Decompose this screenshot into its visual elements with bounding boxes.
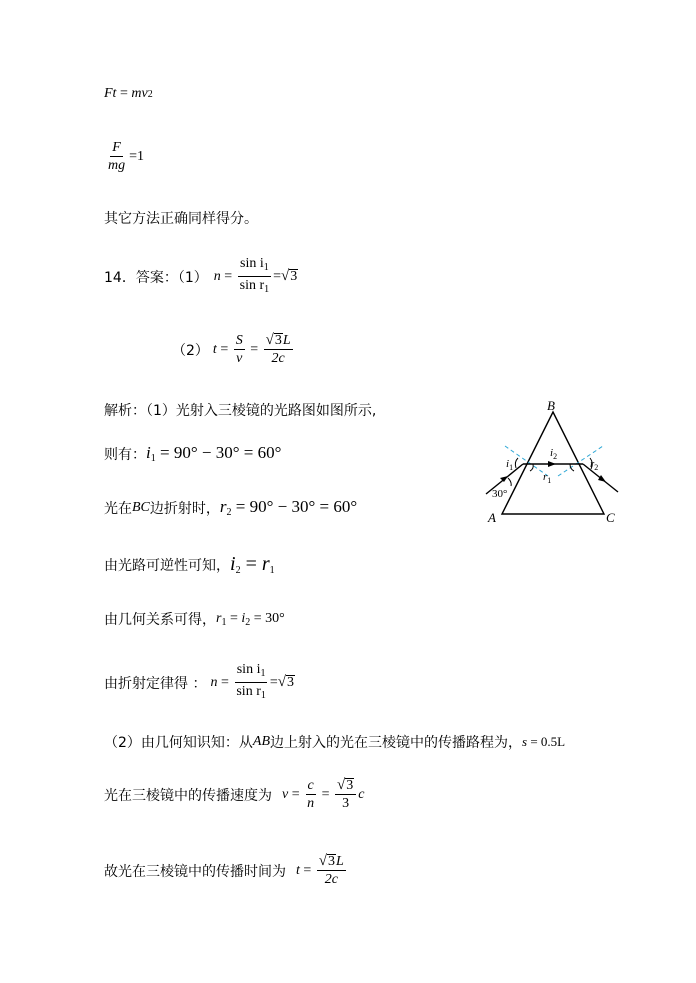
line6-den-sub: 1 — [260, 690, 266, 701]
line3-var-sub: 2 — [226, 507, 232, 518]
line8-eq2: = — [318, 786, 334, 802]
line8-frac1 — [305, 778, 316, 811]
line5-b: i — [241, 610, 246, 626]
analysis-line-3-mid: 边折射时， — [149, 500, 220, 517]
q14-ans1-lhs: n — [213, 268, 221, 284]
analysis-line-7-formula — [522, 734, 565, 750]
line8-frac2: √ 3 3 — [335, 778, 356, 811]
line6-num-sub: 1 — [260, 668, 266, 679]
analysis-line-3-formula — [220, 497, 357, 518]
internal-arrow — [548, 461, 556, 467]
analysis-line-5-formula — [216, 611, 285, 628]
label-r1: $r_1$ — [543, 471, 552, 485]
analysis-line-2-prefix: 则有： — [104, 446, 146, 463]
line8-f2-den: 3 — [342, 796, 350, 811]
analysis-line-9-prefix: 故光在三棱镜中的传播时间为 — [104, 863, 286, 880]
arc-30 — [508, 478, 511, 486]
eq-f-mg-rhs: =1 — [129, 148, 145, 164]
q14-ans2-f2-num-tail: L — [282, 333, 291, 348]
analysis-line-7-prefix: （2）由几何知识知：从 — [104, 735, 253, 751]
line2-var: i — [146, 443, 151, 462]
analysis-line-7-mid: 边上射入的光在三棱镜中的传播路程为， — [270, 735, 523, 751]
analysis-line-2-formula — [146, 443, 281, 464]
line2-var-sub: 1 — [150, 453, 156, 464]
line7-rhs: = 0.5L — [527, 734, 566, 749]
line3-expr: = 90° − 30° = 60° — [231, 497, 358, 516]
analysis-line-4 — [104, 553, 275, 576]
line6-eq: = — [217, 674, 233, 690]
line8-f1-den: n — [307, 796, 315, 811]
analysis-line-4-formula — [230, 553, 275, 576]
arc-i2 — [570, 464, 574, 471]
label-30deg: 30° — [492, 488, 508, 500]
analysis-line-6-prefix: 由折射定律得 ： — [104, 675, 207, 692]
line3-var: r — [219, 497, 227, 516]
analysis-line-5 — [104, 609, 285, 629]
analysis-line-3 — [104, 497, 357, 518]
line9-den: 2c — [324, 872, 338, 887]
q14-ans2-frac2: √ 3 L 2c — [265, 332, 291, 366]
line4-a-sub: 2 — [235, 565, 241, 576]
q14-answer-1 — [104, 256, 298, 297]
analysis-line-8-prefix: 光在三棱镜中的传播速度为 — [104, 787, 272, 804]
label-C: C — [606, 510, 615, 525]
label-r2: $r_2$ — [590, 458, 599, 472]
line4-eq: = — [240, 553, 262, 575]
line5-eq: = — [226, 610, 242, 626]
q14-part2-label: （2） — [172, 342, 209, 359]
q14-ans1-rhs-eq: = — [273, 268, 282, 284]
eq-f-mg-fraction — [106, 140, 127, 173]
q14-ans1-fraction — [238, 256, 272, 297]
q14-ans2-f1-den: v — [236, 351, 243, 366]
line4-b: r — [261, 553, 270, 575]
q14-ans1-eq: = — [220, 268, 236, 284]
line5-a-sub: 1 — [221, 616, 227, 628]
analysis-line-2 — [104, 443, 281, 464]
q14-ans2-f2-sqrt-arg: 3 — [274, 333, 282, 348]
line9-sqrt-arg: 3 — [328, 854, 336, 869]
q14-ans2-frac1 — [234, 333, 245, 366]
line6-num: sin i — [236, 662, 261, 677]
q14-answer-2 — [172, 333, 295, 366]
line6-den: sin r — [236, 684, 261, 699]
emergent-arrow — [598, 475, 606, 482]
q14-ans2-f1-num: S — [235, 333, 243, 348]
analysis-line-7 — [104, 732, 565, 752]
q14-ans1-num: sin i — [240, 256, 264, 271]
line2-expr: = 90° − 30° = 60° — [155, 443, 282, 462]
q14-ans1-sqrt-arg: 3 — [290, 269, 298, 284]
line6-sqrt-arg: 3 — [287, 675, 294, 690]
line6-lhs: n — [210, 674, 218, 690]
analysis-line-9 — [104, 854, 348, 887]
line4-a: i — [230, 553, 236, 575]
line5-a: r — [216, 610, 222, 626]
q14-ans1-den-sub: 1 — [264, 284, 270, 295]
arc-i1 — [515, 458, 518, 468]
eq-f-over-mg — [104, 140, 144, 173]
eq-ft-rhs: mv — [131, 86, 148, 101]
line9-num-tail: L — [336, 854, 344, 869]
line9-eq: = — [299, 862, 315, 878]
eq-f-mg-den: mg — [108, 158, 126, 173]
analysis-line-4-prefix: 由光路可逆性可知， — [104, 557, 230, 574]
label-B: B — [547, 398, 555, 413]
q14-ans1-num-sub: 1 — [263, 262, 269, 273]
line6-rhs-eq: = — [269, 674, 278, 690]
line8-f1-num: c — [307, 778, 314, 793]
analysis-line-8 — [104, 778, 364, 811]
line9-frac: √ 3 L 2c — [318, 853, 344, 887]
line6-sqrt: √ 3 — [277, 674, 294, 690]
line5-b-sub: 2 — [245, 616, 251, 628]
line9-lhs: t — [296, 862, 300, 878]
line4-b-sub: 1 — [269, 565, 275, 576]
eq-f-mg-num: F — [112, 140, 121, 155]
analysis-line-7-edge: AB — [252, 734, 271, 749]
eq-ft-eq: = — [116, 86, 132, 101]
analysis-line-3-edge: BC — [132, 499, 150, 515]
line8-f2-sqrt-arg: 3 — [346, 778, 354, 793]
analysis-line-1: 解析：（1）光射入三棱镜的光路图如图所示, — [104, 403, 377, 419]
q14-ans1-den: sin r — [239, 278, 265, 293]
analysis-line-5-prefix: 由几何关系可得， — [104, 612, 216, 628]
eq-ft-mv2 — [104, 86, 153, 102]
q14-ans2-eq2: = — [246, 341, 262, 357]
eq-ft-lhs: Ft — [104, 86, 117, 101]
line8-eq: = — [288, 786, 304, 802]
label-i1: $i_1$ — [506, 458, 514, 472]
arc-r1 — [530, 464, 533, 471]
label-A: A — [488, 510, 496, 525]
q14-ans2-f2-den: 2c — [271, 351, 285, 366]
line6-fraction — [234, 662, 268, 703]
q14-ans1-sqrt: √ 3 — [281, 268, 298, 284]
eq-ft-rhs-sub: 2 — [147, 88, 153, 100]
line8-lhs: v — [282, 786, 289, 802]
prism-light-path-figure — [478, 396, 638, 526]
note-other-methods: 其它方法正确同样得分。 — [104, 211, 258, 227]
q14-ans2-lhs: t — [212, 341, 217, 357]
line8-tail: c — [358, 786, 365, 802]
label-i2: $i_2$ — [550, 447, 558, 461]
q14-ans2-eq: = — [216, 341, 232, 357]
line5-rhs: = 30° — [250, 610, 285, 626]
analysis-line-6 — [104, 662, 295, 703]
q14-label: 14．答案：（1） — [104, 269, 208, 286]
line7-var: s — [522, 734, 528, 749]
analysis-line-3-prefix: 光在 — [104, 500, 132, 517]
